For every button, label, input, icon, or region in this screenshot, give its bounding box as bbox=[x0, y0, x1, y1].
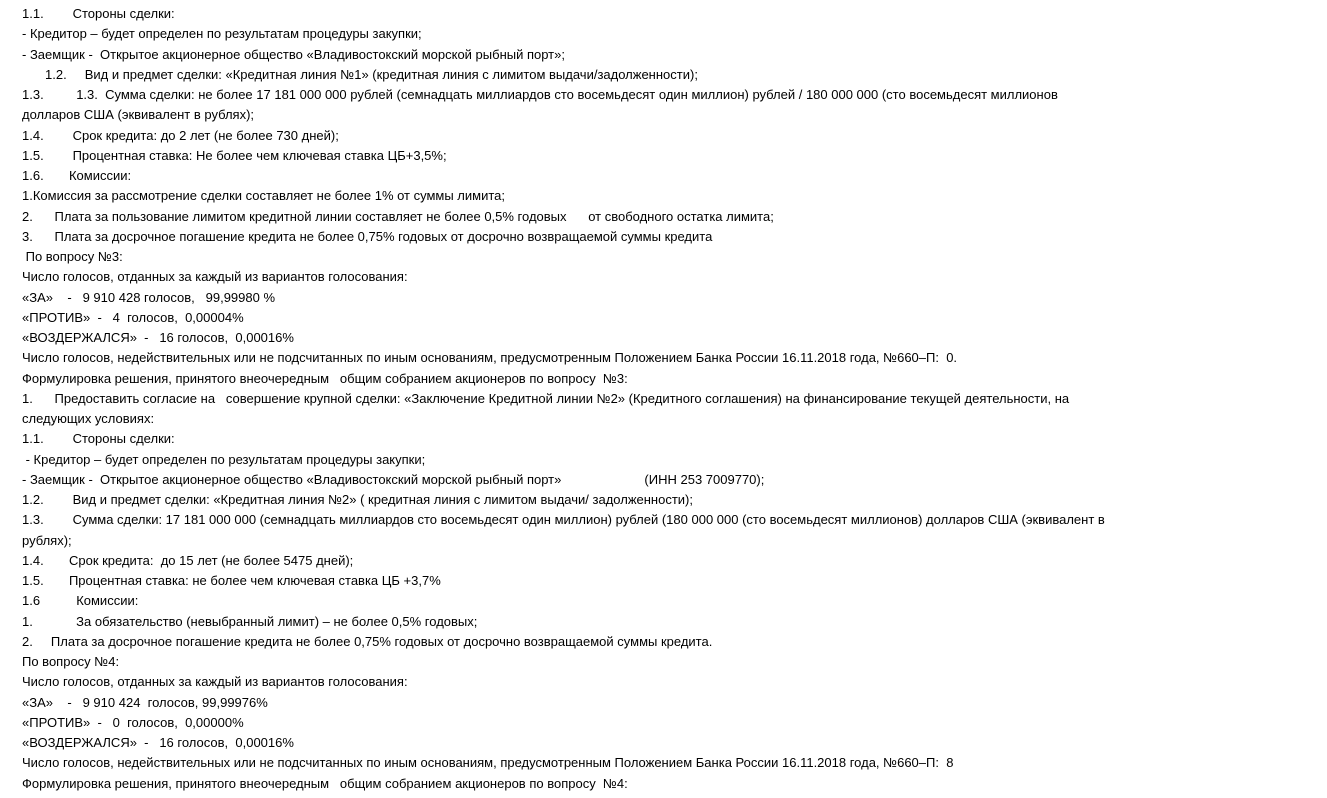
document-body bbox=[22, 4, 1312, 794]
document-line: 1.5. Процентная ставка: не более чем ключевая ставка ЦБ +3,7% bbox=[22, 573, 441, 588]
document-line: 1.3. Сумма сделки: 17 181 000 000 (семнадцать миллиардов сто восемьдесят один миллион) рублей (180 000 000 (сто восемьдесят миллионов) долларов США (эквивалент в bbox=[22, 512, 1105, 528]
document-line: Число голосов, недействительных или не подсчитанных по иным основаниям, предусмотренным Положением Банка России 16.11.2018 года, №660–П: 0. bbox=[22, 350, 958, 366]
document-line: 2. Плата за досрочное погашение кредита не более 0,75% годовых от досрочно возвращаемой суммы кредита. bbox=[22, 633, 713, 649]
document-line: Число голосов, отданных за каждый из вариантов голосования: bbox=[22, 269, 408, 285]
document-line: 1.6. Комиссии: bbox=[22, 168, 132, 183]
document-line: 3. Плата за досрочное погашение кредита не более 0,75% годовых от досрочно возвращаемой суммы кредита bbox=[22, 228, 713, 244]
document-line: рублях); bbox=[22, 532, 72, 548]
document-line: 1.1. Стороны сделки: bbox=[22, 431, 175, 447]
document-line: «ЗА» - 9 910 428 голосов, 99,99980 % bbox=[22, 289, 276, 305]
document-line: 1.2. Вид и предмет сделки: «Кредитная линия №2» ( кредитная линия с лимитом выдачи/ задолженности); bbox=[22, 492, 693, 507]
document-line: 1.Комиссия за рассмотрение сделки составляет не более 1% от суммы лимита; bbox=[22, 188, 505, 204]
document-line: 1.4. Срок кредита: до 2 лет (не более 730 дней); bbox=[22, 127, 339, 143]
document-line: Формулировка решения, принятого внеочередным общим собранием акционеров по вопросу №3: bbox=[22, 370, 628, 386]
document-line: «ПРОТИВ» - 0 голосов, 0,00000% bbox=[22, 714, 244, 730]
document-line: «ЗА» - 9 910 424 голосов, 99,99976% bbox=[22, 694, 268, 710]
document-line: - Заемщик - Открытое акционерное общество «Владивостокский морской рыбный порт»; bbox=[22, 46, 565, 62]
document-line: долларов США (эквивалент в рублях); bbox=[22, 107, 255, 123]
document-line: Число голосов, недействительных или не подсчитанных по иным основаниям, предусмотренным Положением Банка России 16.11.2018 года, №660–П: 8 bbox=[22, 755, 954, 771]
document-line: - Кредитор – будет определен по результатам процедуры закупки; bbox=[22, 451, 426, 467]
document-line: 2. Плата за пользование лимитом кредитной линии составляет не более 0,5% годовых от свободного остатка лимита; bbox=[22, 208, 774, 224]
document-line: По вопросу №4: bbox=[22, 654, 120, 669]
document-line: 1.5. Процентная ставка: Не более чем ключевая ставка ЦБ+3,5%; bbox=[22, 147, 447, 163]
document-line: «ВОЗДЕРЖАЛСЯ» - 16 голосов, 0,00016% bbox=[22, 330, 294, 345]
document-line: Формулировка решения, принятого внеочередным общим собранием акционеров по вопросу №4: bbox=[22, 775, 628, 791]
document-line: По вопросу №3: bbox=[22, 249, 123, 264]
document-line: 1.1. Стороны сделки: bbox=[22, 6, 175, 21]
document-line: «ВОЗДЕРЖАЛСЯ» - 16 голосов, 0,00016% bbox=[22, 735, 294, 750]
document-line: - Заемщик - Открытое акционерное общество «Владивостокский морской рыбный порт» (ИНН 253 7009770); bbox=[22, 471, 765, 487]
document-line: - Кредитор – будет определен по результатам процедуры закупки; bbox=[22, 26, 422, 42]
document-line: следующих условиях: bbox=[22, 411, 155, 426]
document-line: 1.3. 1.3. Сумма сделки: не более 17 181 000 000 рублей (семнадцать миллиардов сто восемьдесят один миллион) рублей / 180 000 000 (сто восемьдесят миллионов bbox=[22, 87, 1058, 102]
document-line: 1.4. Срок кредита: до 15 лет (не более 5475 дней); bbox=[22, 552, 354, 568]
document-line: 1. За обязательство (невыбранный лимит) – не более 0,5% годовых; bbox=[22, 613, 478, 629]
document-line: 1. Предоставить согласие на совершение крупной сделки: «Заключение Кредитной линии №2» (Кредитного соглашения) на финансирование текущей деятельности, на bbox=[22, 390, 1070, 406]
document-line: 1.6 Комиссии: bbox=[22, 593, 139, 609]
document-line: Число голосов, отданных за каждый из вариантов голосования: bbox=[22, 674, 408, 690]
document-line: 1.2. Вид и предмет сделки: «Кредитная линия №1» (кредитная линия с лимитом выдачи/задолженности); bbox=[45, 66, 698, 82]
document-line: «ПРОТИВ» - 4 голосов, 0,00004% bbox=[22, 309, 244, 325]
